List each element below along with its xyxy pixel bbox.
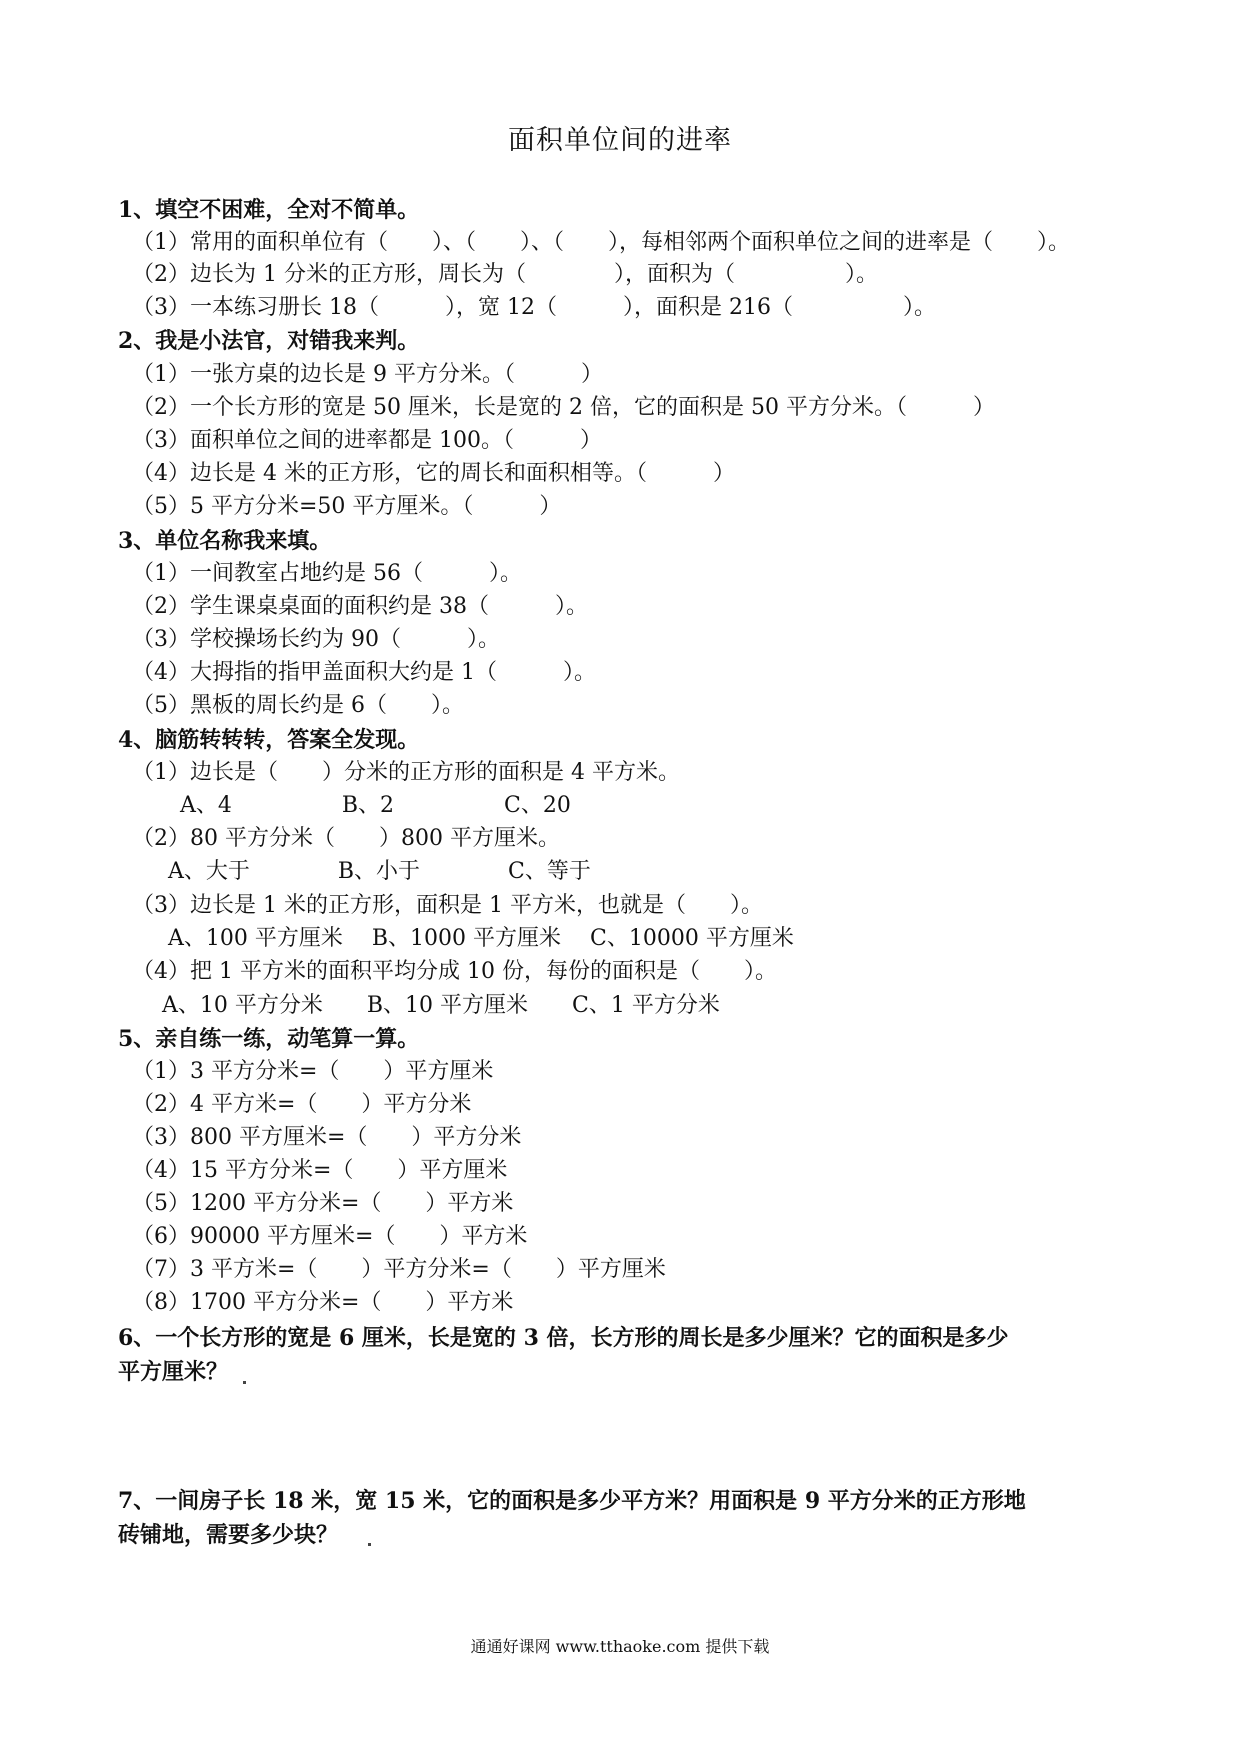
section-4-question-4: （4）把 1 平方米的面积平均分成 10 份，每份的面积是（ ）。 xyxy=(132,959,777,984)
section-3-item-4: （4）大拇指的指甲盖面积大约是 1（ ）。 xyxy=(132,660,596,685)
section-5-item-2: （2）4 平方米=（ ）平方分米 xyxy=(132,1092,472,1117)
section-7-line-2: 砖铺地，需要多少块？ xyxy=(118,1522,339,1548)
section-5-item-5: （5）1200 平方分米=（ ）平方米 xyxy=(132,1191,514,1216)
section-5-item-8: （8）1700 平方分米=（ ）平方米 xyxy=(132,1290,514,1315)
section-4-question-2-options: A、大于 B、小于 C、等于 xyxy=(168,859,591,884)
section-6-line-2: 平方厘米？ xyxy=(118,1359,229,1385)
section-1-item-2: （2）边长为 1 分米的正方形，周长为（ ），面积为（ ）。 xyxy=(132,262,878,287)
section-2-item-1: （1）一张方桌的边长是 9 平方分米。（ ） xyxy=(132,362,603,387)
scan-mark xyxy=(368,1543,371,1546)
section-2-item-2: （2）一个长方形的宽是 50 厘米，长是宽的 2 倍，它的面积是 50 平方分米。（ ） xyxy=(132,395,995,420)
section-3-heading: 3、单位名称我来填。 xyxy=(118,528,332,554)
footer-credit: 通通好课网 www.tthaoke.com 提供下载 xyxy=(470,1637,770,1656)
section-1-heading: 1、填空不困难，全对不简单。 xyxy=(118,197,420,223)
section-2-item-3: （3）面积单位之间的进率都是 100。（ ） xyxy=(132,428,602,453)
section-4-question-3: （3）边长是 1 米的正方形，面积是 1 平方米，也就是（ ）。 xyxy=(132,893,763,918)
section-2-item-4: （4）边长是 4 米的正方形，它的周长和面积相等。（ ） xyxy=(132,461,735,486)
section-5-item-4: （4）15 平方分米=（ ）平方厘米 xyxy=(132,1158,508,1183)
section-3-item-3: （3）学校操场长约为 90（ ）。 xyxy=(132,627,500,652)
section-5-item-6: （6）90000 平方厘米=（ ）平方米 xyxy=(132,1224,528,1249)
section-5-item-7: （7）3 平方米=（ ）平方分米=（ ）平方厘米 xyxy=(132,1257,666,1282)
section-3-item-1: （1）一间教室占地约是 56（ ）。 xyxy=(132,561,522,586)
section-5-item-1: （1）3 平方分米=（ ）平方厘米 xyxy=(132,1059,494,1084)
section-5-item-3: （3）800 平方厘米=（ ）平方分米 xyxy=(132,1125,522,1150)
section-4-question-1-options: A、4 B、2 C、20 xyxy=(180,793,571,818)
section-4-question-1: （1）边长是（ ）分米的正方形的面积是 4 平方米。 xyxy=(132,760,680,785)
section-1-item-1: （1）常用的面积单位有（ ）、（ ）、（ ），每相邻两个面积单位之间的进率是（ ）。 xyxy=(132,230,1071,255)
section-4-question-3-options: A、100 平方厘米 B、1000 平方厘米 C、10000 平方厘米 xyxy=(168,926,794,951)
section-3-item-2: （2）学生课桌桌面的面积约是 38（ ）。 xyxy=(132,594,588,619)
section-4-heading: 4、脑筋转转转，答案全发现。 xyxy=(118,727,420,753)
scan-mark xyxy=(243,1381,246,1384)
section-2-heading: 2、我是小法官，对错我来判。 xyxy=(118,328,420,354)
page-title: 面积单位间的进率 xyxy=(508,125,732,156)
section-1-item-3: （3）一本练习册长 18（ ），宽 12（ ），面积是 216（ ）。 xyxy=(132,295,936,320)
section-4-question-2: （2）80 平方分米（ ）800 平方厘米。 xyxy=(132,826,560,851)
section-4-question-4-options: A、10 平方分米 B、10 平方厘米 C、1 平方分米 xyxy=(162,993,720,1018)
section-2-item-5: （5）5 平方分米=50 平方厘米。（ ） xyxy=(132,494,562,519)
section-7-line-1: 7、一间房子长 18 米，宽 15 米，它的面积是多少平方米？用面积是 9 平方分米的正方形地 xyxy=(118,1488,1026,1514)
section-3-item-5: （5）黑板的周长约是 6（ ）。 xyxy=(132,693,464,718)
section-6-line-1: 6、一个长方形的宽是 6 厘米，长是宽的 3 倍，长方形的周长是多少厘米？它的面积是多少 xyxy=(118,1325,1009,1351)
section-5-heading: 5、亲自练一练，动笔算一算。 xyxy=(118,1026,420,1052)
